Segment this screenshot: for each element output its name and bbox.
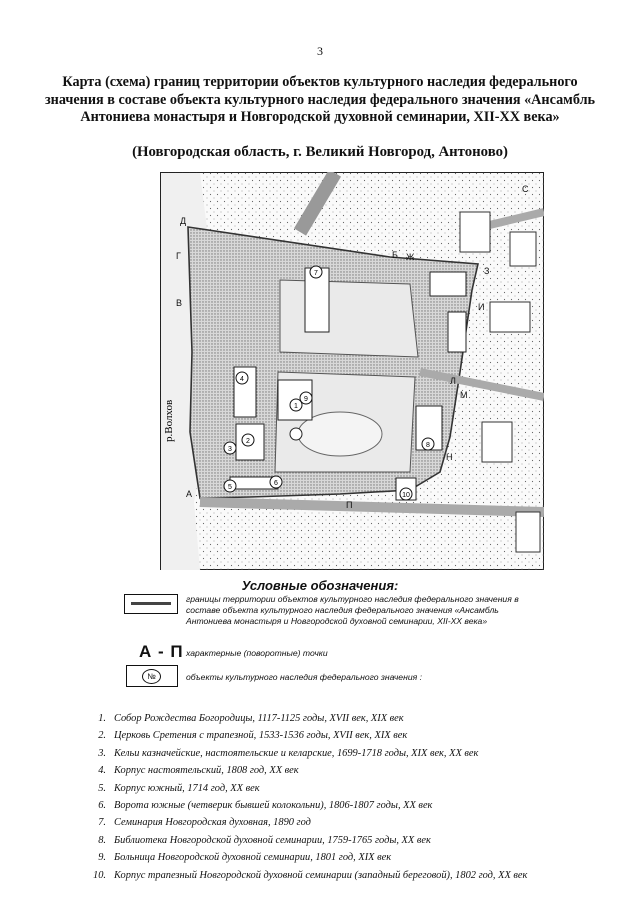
object-number: 2 (246, 438, 250, 445)
item-number: 1. (98, 713, 106, 724)
object-number: 4 (240, 376, 244, 383)
object-number: 9 (304, 396, 308, 403)
page-title: Карта (схема) границ территории объектов культурного наследия федерального значения в составе объекта культурного наследия федерального значения «Ансамбль Антониева монастыря и Новгородской духовной семинарии, XII-XX века» (44, 74, 596, 125)
item-text: Корпус трапезный Новгородской духовной семинарии (западный береговой), 1802 год, XX век (114, 869, 528, 881)
list-item (88, 765, 628, 782)
point-label: Г (176, 251, 181, 261)
point-label: А (186, 489, 193, 499)
object-number: 8 (426, 442, 430, 449)
list-item (88, 748, 628, 765)
list-item (88, 800, 628, 817)
river-label: р.Волхов (163, 399, 175, 442)
objects-list (88, 713, 628, 887)
item-number: 8. (98, 834, 106, 846)
page-number: 3 (317, 44, 323, 58)
item-number: 4. (98, 765, 106, 777)
item-text: Больница Новгородской духовной семинарии, 1801 год, XIX век (114, 852, 392, 864)
list-item (88, 852, 628, 869)
item-number: 3. (98, 747, 106, 759)
legend-points-text: характерные (поворотные) точки (186, 648, 328, 658)
point-label: З (484, 266, 490, 276)
item-text: Кельи казначейские, настоятельские и келарские, 1699-1718 годы, XIX век, XX век (114, 747, 479, 759)
item-text: Корпус южный, 1714 год, XX век (114, 782, 260, 794)
item-number: 9. (98, 852, 106, 864)
list-item (88, 870, 628, 887)
item-text: Семинария Новгородская духовная, 1890 год (114, 817, 311, 829)
legend-points-symbol: А - П (139, 642, 184, 661)
item-number: 7. (98, 817, 106, 829)
territory-map (160, 172, 544, 570)
object-number: 10 (402, 492, 410, 499)
point-label: И (478, 302, 485, 312)
legend-title: Условные обозначения: (241, 578, 399, 593)
list-item (88, 783, 628, 800)
item-number: 2. (98, 730, 106, 742)
item-text: Церковь Сретения с трапезной, 1533-1536 годы, XVII век, XIX век (114, 730, 408, 742)
object-number: 3 (228, 446, 232, 453)
point-label: С (522, 184, 529, 194)
point-label: Н (446, 452, 453, 462)
object-number: 6 (274, 480, 278, 487)
point-label: Л (450, 376, 456, 386)
boundary-line-sample (131, 602, 171, 605)
point-label: М (460, 390, 468, 400)
list-item (88, 730, 628, 747)
point-label: П (346, 500, 353, 510)
object-number-badge: № (142, 669, 161, 684)
page-subtitle: (Новгородская область, г. Великий Новгород, Антоново) (132, 144, 508, 160)
item-number: 10. (93, 869, 106, 881)
object-number: 1 (294, 403, 298, 410)
item-text: Библиотека Новгородской духовной семинарии, 1759-1765 годы, XX век (114, 834, 431, 846)
legend-boundary-symbol (124, 594, 178, 614)
item-text: Корпус настоятельский, 1808 год, XX век (114, 765, 299, 777)
object-number: 5 (228, 484, 232, 491)
legend-boundary-text: границы территории объектов культурного наследия федерального значения в составе объекта культурного наследия федерального значения «Ансамбль Антониева монастыря и Новгородской духовной семинарии, XII-XX века» (186, 594, 519, 627)
legend-objects-text: объекты культурного наследия федерального значения : (186, 672, 422, 682)
list-item (88, 713, 628, 730)
list-item (88, 835, 628, 852)
item-number: 6. (98, 799, 106, 811)
point-label: Д (180, 216, 187, 226)
point-label: Ж (406, 252, 415, 262)
list-item (88, 817, 628, 834)
item-text: Собор Рождества Богородицы, 1117-1125 годы, XVII век, XIX век (114, 713, 404, 724)
item-number: 5. (98, 782, 106, 794)
item-text: Ворота южные (четверик бывшей колокольни), 1806-1807 годы, XX век (114, 799, 433, 811)
point-label: Б (392, 250, 398, 260)
point-label: В (176, 298, 183, 308)
object-number: 7 (314, 270, 318, 277)
